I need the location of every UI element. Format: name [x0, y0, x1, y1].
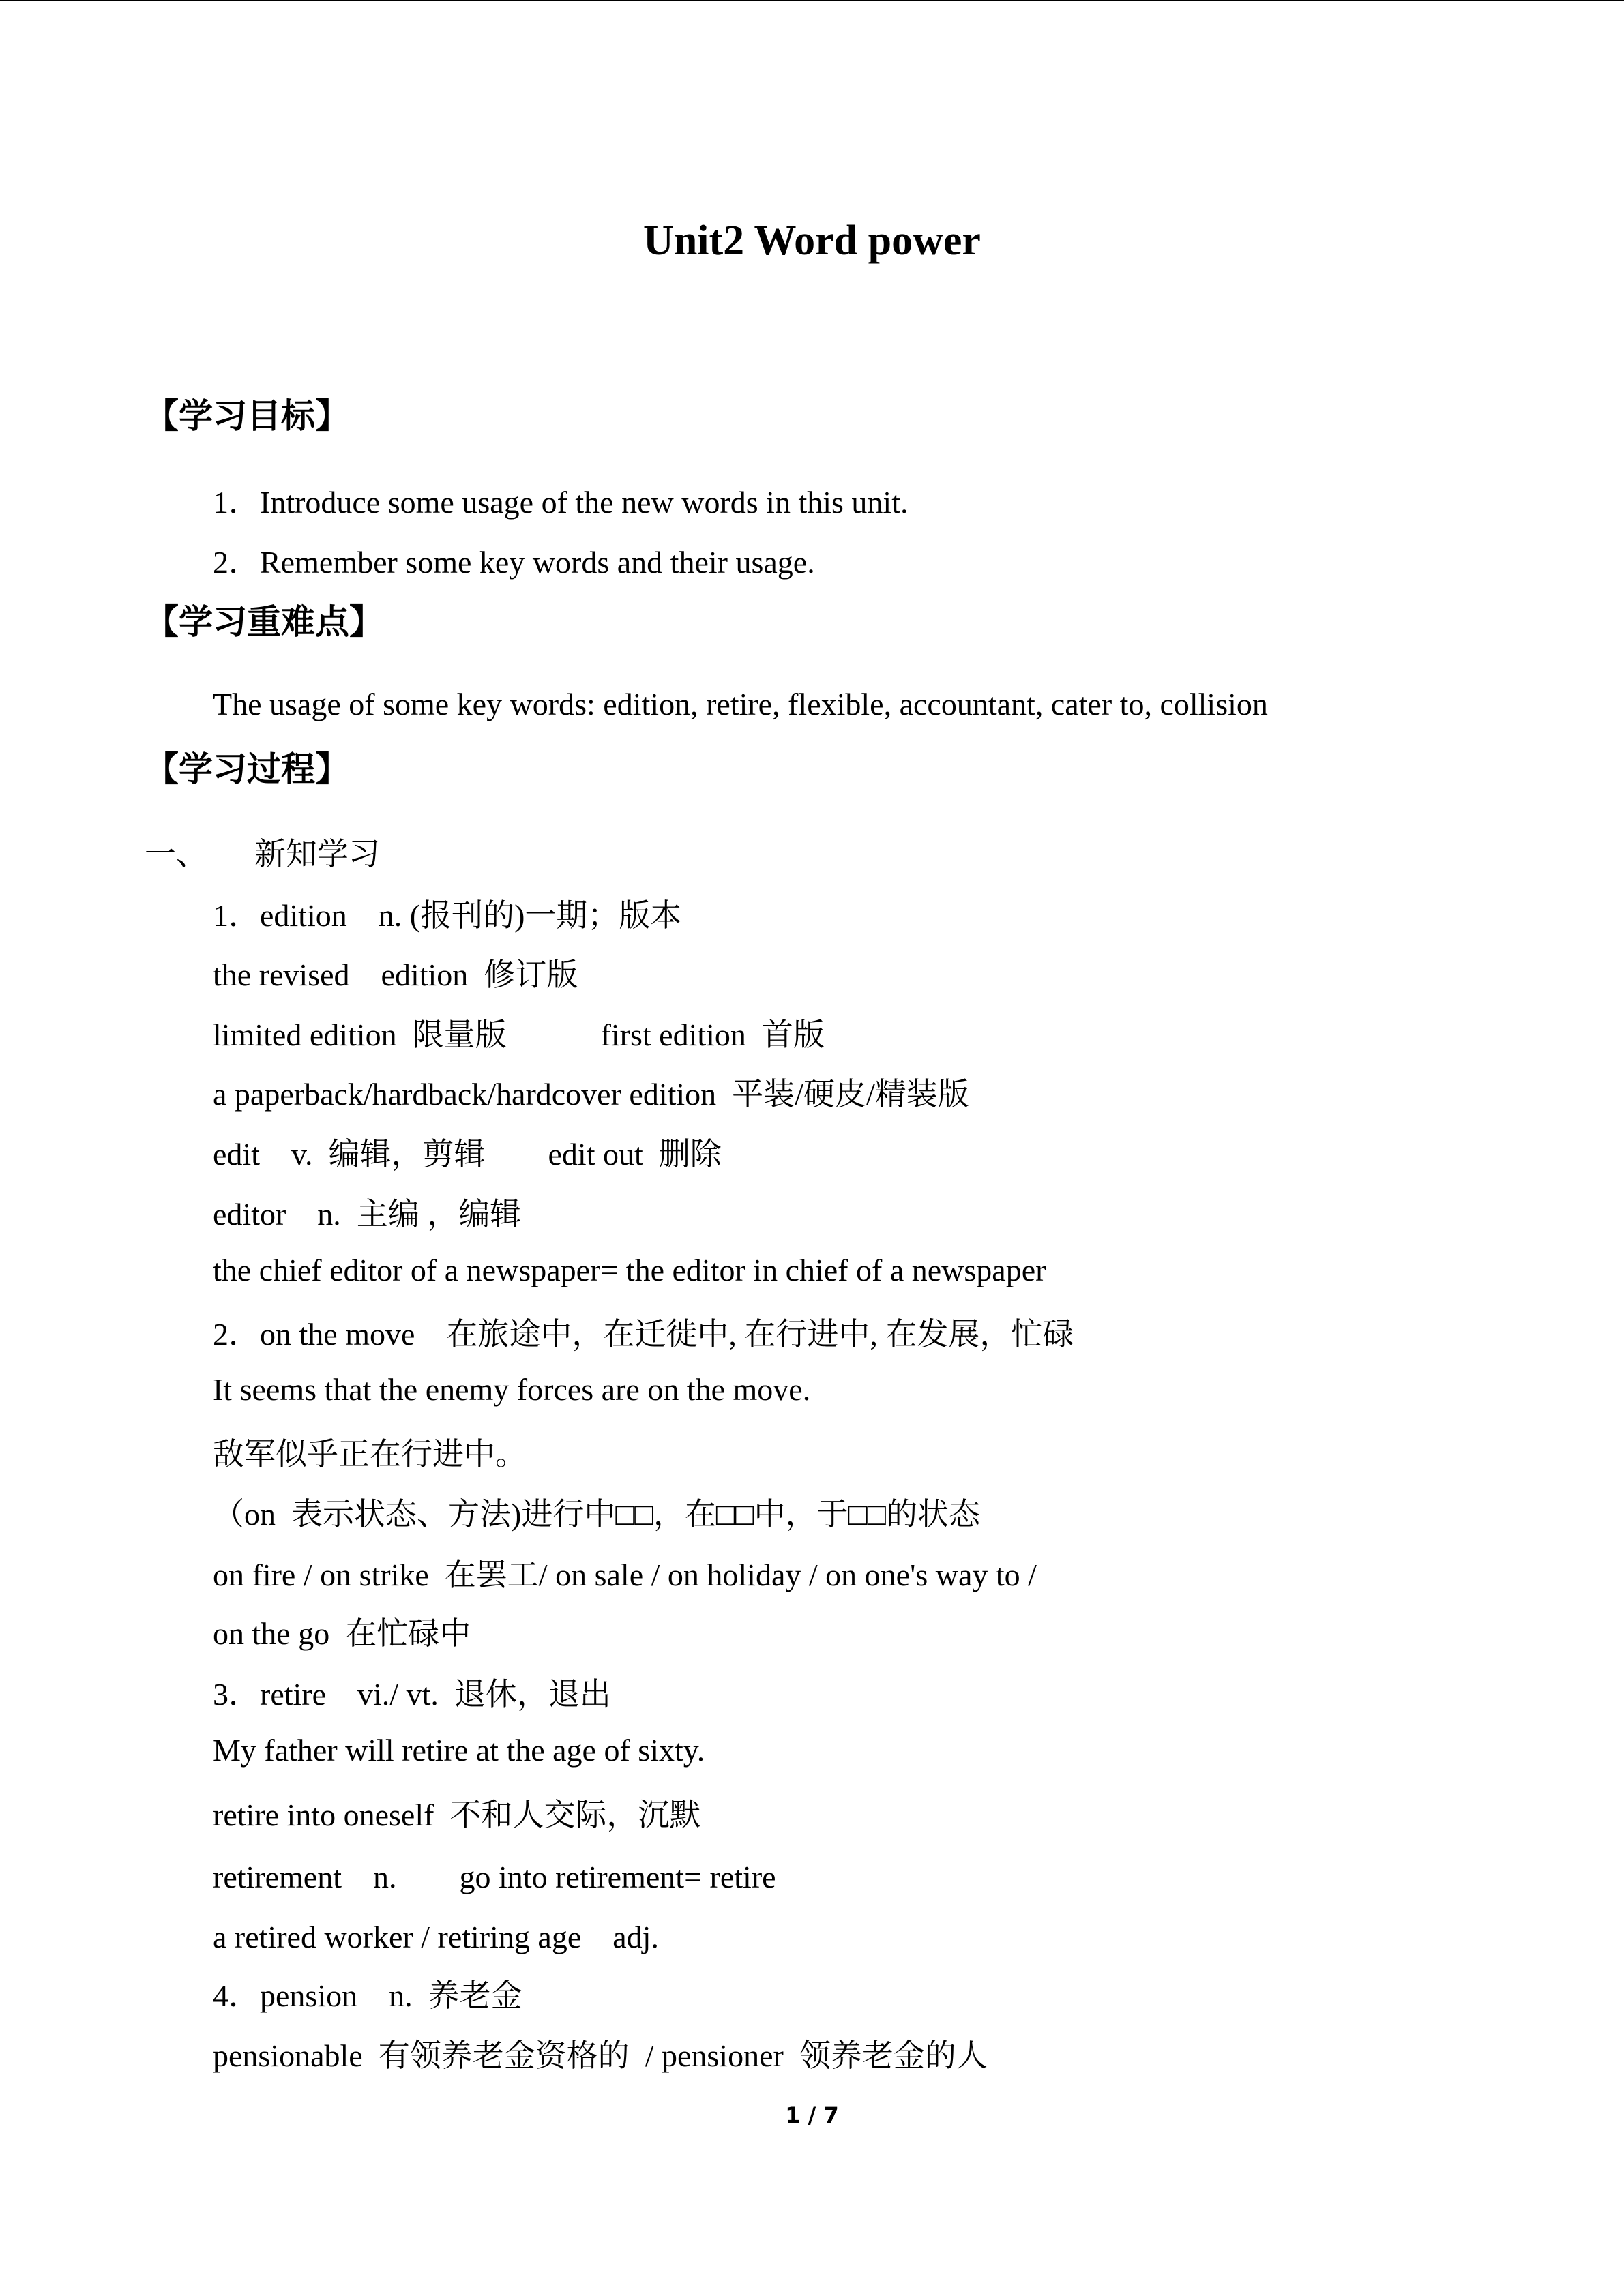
content-line: My father will retire at the age of sixty. [213, 1733, 705, 1768]
content-line: limited edition 限量版 first edition 首版 [213, 1017, 825, 1052]
content-line: 敌军似乎正在行进中。 [213, 1437, 527, 1472]
content-line: It seems that the enemy forces are on the move. [213, 1372, 811, 1407]
content-line: editor n. 主编 ，编辑 [213, 1197, 522, 1232]
content-line: on fire / on strike 在罢工/ on sale / on holiday / on one's way to / [213, 1557, 1037, 1592]
content-line: （on 表示状态、方法)进行中□□，在□□中，于□□的状态 [213, 1497, 981, 1532]
content-line: a retired worker / retiring age adj. [213, 1920, 659, 1954]
page-title: Unit2 Word power [643, 218, 981, 264]
content-line: 4．pension n. 养老金 [213, 1978, 522, 2013]
objective-item: 1．Introduce some usage of the new words in this unit. [213, 485, 909, 520]
page-top-border [0, 0, 1624, 3]
objective-item: 2．Remember some key words and their usage. [213, 545, 815, 580]
content-line: 3．retire vi./ vt. 退休，退出 [213, 1677, 611, 1712]
content-line: pensionable 有领养老金资格的 / pensioner 领养老金的人 [213, 2038, 988, 2073]
content-line: the revised edition 修订版 [213, 957, 578, 992]
content-line: 2．on the move 在旅途中，在迁徙中, 在行进中, 在发展，忙碌 [213, 1317, 1074, 1352]
content-line: the chief editor of a newspaper= the editor in chief of a newspaper [213, 1253, 1046, 1287]
heading-objectives: 【学习目标】 [145, 396, 349, 436]
content-line: 1．edition n. (报刊的)一期；版本 [213, 898, 682, 933]
content-line: retirement n. go into retirement= retire [213, 1860, 776, 1894]
content-line: edit v. 编辑，剪辑 edit out 删除 [213, 1137, 722, 1172]
content-line: a paperback/hardback/hardcover edition 平装/硬皮/精装版 [213, 1077, 969, 1112]
content-line: retire into oneself 不和人交际，沉默 [213, 1798, 701, 1832]
page-number: 1 / 7 [785, 2102, 839, 2128]
heading-process: 【学习过程】 [145, 749, 349, 789]
key-points-text: The usage of some key words: edition, retire, flexible, accountant, cater to, collision [213, 687, 1268, 721]
content-line: on the go 在忙碌中 [213, 1616, 471, 1651]
heading-key-points: 【学习重难点】 [145, 602, 383, 642]
section-new-knowledge: 一、 新知学习 [145, 837, 380, 871]
